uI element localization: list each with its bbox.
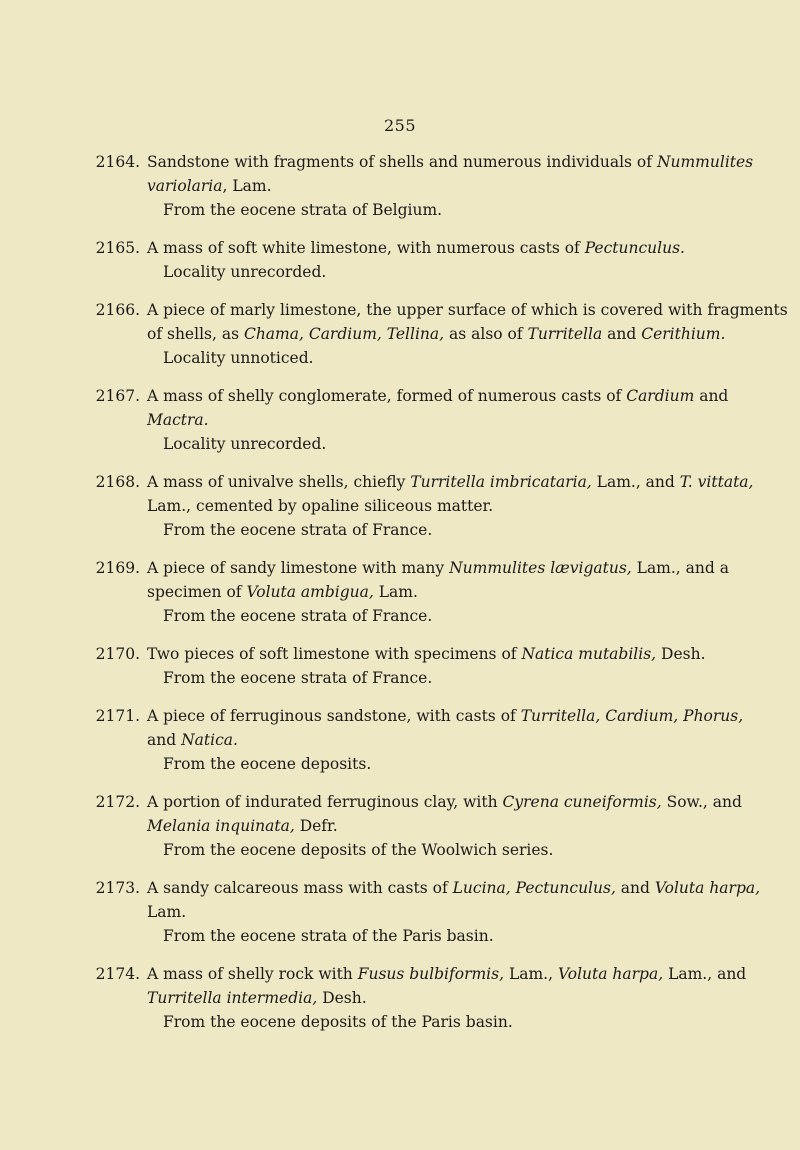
entry-text: Two pieces of soft limestone with specimens of: [147, 645, 522, 663]
species-name: T. vittata,: [679, 473, 754, 491]
entry-text: Defr.: [294, 817, 338, 835]
entry-text: Lam., cemented by opaline siliceous matter.: [147, 497, 494, 515]
entry-description-line: [0, 814, 800, 838]
entry-text: and: [615, 879, 655, 897]
entry-text: A sandy calcareous mass with casts of: [147, 879, 453, 897]
catalogue-entry: [0, 236, 800, 284]
entry-description-line: [0, 174, 800, 198]
entry-description-line: [0, 384, 800, 408]
entry-text: specimen of: [147, 583, 247, 601]
species-name: Voluta harpa,: [654, 879, 761, 897]
species-name: Fusus bulbiformis,: [357, 965, 505, 983]
species-name: Voluta ambigua,: [246, 583, 374, 601]
species-name: Nummulites: [656, 153, 754, 171]
entry-text: and: [602, 325, 642, 343]
species-name: Natica mutabilis,: [521, 645, 657, 663]
entry-locality: From the eocene strata of France.: [163, 521, 433, 539]
entry-locality: From the eocene strata of the Paris basin.: [163, 927, 494, 945]
catalogue-entry: [0, 876, 800, 948]
entry-description-line: [0, 150, 800, 174]
entry-text: A mass of shelly conglomerate, formed of numerous casts of: [147, 387, 627, 405]
entry-text: and: [147, 731, 182, 749]
catalogue-entry: [0, 642, 800, 690]
entry-locality: From the eocene deposits.: [163, 755, 372, 773]
entry-text: Lam., and: [591, 473, 680, 491]
entry-description-line: [0, 642, 800, 666]
species-name: Turritella imbricataria,: [410, 473, 592, 491]
entry-text: Lam., and a: [631, 559, 729, 577]
entry-number: 2171.: [95, 707, 140, 725]
entry-number: 2166.: [95, 301, 140, 319]
entry-description-line: [0, 900, 800, 924]
entry-text: Lam.: [147, 903, 187, 921]
entry-description-line: [0, 728, 800, 752]
entry-text: A mass of soft white limestone, with numerous casts of: [147, 239, 585, 257]
entry-text: as also of: [444, 325, 528, 343]
species-name: Turritella intermedia,: [147, 989, 318, 1007]
entry-number: 2164.: [95, 153, 140, 171]
entry-text: A mass of shelly rock with: [147, 965, 358, 983]
species-name: Mactra.: [147, 411, 209, 429]
entry-text: Lam.,: [504, 965, 558, 983]
entry-number: 2167.: [95, 387, 140, 405]
entry-locality: From the eocene strata of Belgium.: [163, 201, 443, 219]
entry-text: and: [694, 387, 729, 405]
entry-number: 2170.: [95, 645, 140, 663]
entry-locality: From the eocene strata of France.: [163, 669, 433, 687]
entry-description-line: [0, 962, 800, 986]
species-name: variolaria: [147, 177, 223, 195]
species-name: Cerithium.: [641, 325, 726, 343]
catalogue-entry: [0, 384, 800, 456]
entry-text: Desh.: [317, 989, 367, 1007]
entry-text: Desh.: [656, 645, 706, 663]
page-number: 255: [383, 116, 417, 135]
entry-description-line: [0, 556, 800, 580]
entry-number: 2165.: [95, 239, 140, 257]
species-name: Lucina, Pectunculus,: [452, 879, 616, 897]
entry-number: 2169.: [95, 559, 140, 577]
catalogue-entry: [0, 790, 800, 862]
catalogue-entry: [0, 298, 800, 370]
species-name: Turritella, Cardium, Phorus,: [520, 707, 744, 725]
entry-number: 2173.: [95, 879, 140, 897]
entry-text: A piece of marly limestone, the upper surface of which is covered with fragments: [147, 301, 788, 319]
entry-locality: From the eocene strata of France.: [163, 607, 433, 625]
catalogue-entry: [0, 150, 800, 222]
species-name: Voluta harpa,: [557, 965, 664, 983]
entry-locality: Locality unrecorded.: [163, 263, 327, 281]
catalogue-entries: [0, 150, 800, 1048]
entry-description-line: [0, 408, 800, 432]
species-name: Pectunculus.: [584, 239, 685, 257]
entry-description-line: [0, 322, 800, 346]
entry-text: A piece of sandy limestone with many: [147, 559, 450, 577]
entry-description-line: [0, 236, 800, 260]
entry-description-line: [0, 986, 800, 1010]
entry-description-line: [0, 580, 800, 604]
species-name: Melania inquinata,: [147, 817, 295, 835]
catalogue-entry: [0, 704, 800, 776]
species-name: Cardium: [626, 387, 695, 405]
entry-text: Lam.: [373, 583, 418, 601]
entry-locality: Locality unrecorded.: [163, 435, 327, 453]
entry-description-line: [0, 470, 800, 494]
entry-description-line: [0, 494, 800, 518]
entry-text: , Lam.: [222, 177, 272, 195]
entry-description-line: [0, 876, 800, 900]
catalogue-entry: [0, 962, 800, 1034]
catalogue-entry: [0, 556, 800, 628]
entry-description-line: [0, 298, 800, 322]
species-name: Turritella: [527, 325, 603, 343]
species-name: Cyrena cuneiformis,: [502, 793, 662, 811]
species-name: Chama, Cardium, Tellina,: [243, 325, 445, 343]
entry-locality: Locality unnoticed.: [163, 349, 314, 367]
species-name: Nummulites lævigatus,: [449, 559, 632, 577]
species-name: Natica.: [181, 731, 238, 749]
entry-number: 2174.: [95, 965, 140, 983]
entry-description-line: [0, 704, 800, 728]
entry-text: A portion of indurated ferruginous clay, with: [147, 793, 503, 811]
entry-number: 2172.: [95, 793, 140, 811]
catalogue-entry: [0, 470, 800, 542]
entry-text: A piece of ferruginous sandstone, with casts of: [147, 707, 521, 725]
entry-number: 2168.: [95, 473, 140, 491]
entry-text: Sandstone with fragments of shells and numerous individuals of: [147, 153, 657, 171]
entry-text: Sow., and: [661, 793, 742, 811]
entry-text: Lam., and: [663, 965, 747, 983]
entry-locality: From the eocene deposits of the Paris basin.: [163, 1013, 513, 1031]
entry-description-line: [0, 790, 800, 814]
entry-locality: From the eocene deposits of the Woolwich series.: [163, 841, 554, 859]
entry-text: of shells, as: [147, 325, 244, 343]
entry-text: A mass of univalve shells, chiefly: [147, 473, 411, 491]
